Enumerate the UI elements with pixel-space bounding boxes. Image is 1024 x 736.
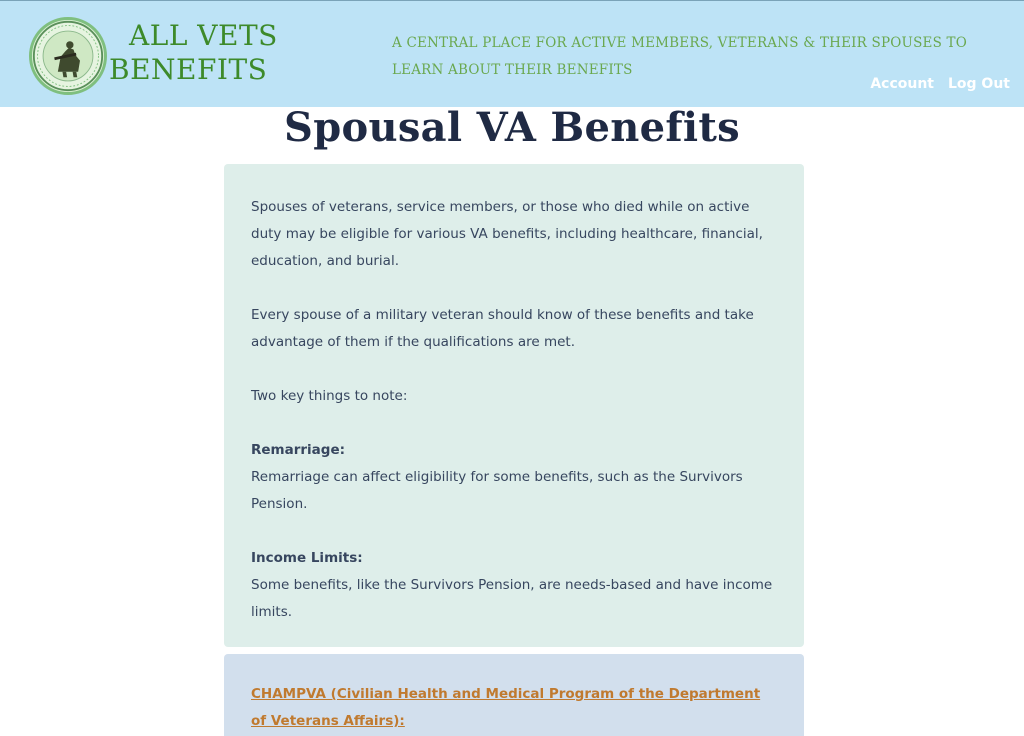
income-limits-section — [251, 545, 777, 626]
page-title: Spousal VA Benefits — [284, 104, 740, 151]
account-link[interactable]: Account — [870, 76, 934, 92]
logout-link[interactable]: Log Out — [948, 76, 1010, 92]
site-header — [0, 0, 1024, 107]
remarriage-text: Remarriage can affect eligibility for some benefits, such as the Survivors Pension. — [251, 469, 743, 512]
army-emblem-logo-icon[interactable] — [29, 17, 107, 95]
brand-line-1: ALL VETS — [129, 19, 278, 52]
intro-paragraph-3: Two key things to note: — [251, 388, 408, 404]
remarriage-section — [251, 437, 777, 518]
site-tagline: A CENTRAL PLACE FOR ACTIVE MEMBERS, VETERANS & THEIR SPOUSES TO LEARN ABOUT THEIR BENEFITS — [392, 35, 968, 78]
remarriage-heading: Remarriage: — [251, 442, 345, 458]
champva-link[interactable]: CHAMPVA (Civilian Health and Medical Program of the Department of Veterans Affairs): — [251, 686, 761, 729]
champva-card — [224, 654, 804, 736]
intro-paragraph-1: Spouses of veterans, service members, or those who died while on active duty may be eligible for various VA benefits, including healthcare, financial, education, and burial. — [251, 199, 763, 269]
brand-line-2: BENEFITS — [109, 53, 268, 86]
income-limits-heading: Income Limits: — [251, 550, 363, 566]
intro-paragraph-2: Every spouse of a military veteran should know of these benefits and take advantage of them if the qualifications are met. — [251, 307, 754, 350]
intro-card — [224, 164, 804, 647]
header-nav — [870, 76, 1010, 92]
income-limits-text: Some benefits, like the Survivors Pension, are needs-based and have income limits. — [251, 577, 773, 620]
site-brand[interactable] — [109, 19, 299, 87]
